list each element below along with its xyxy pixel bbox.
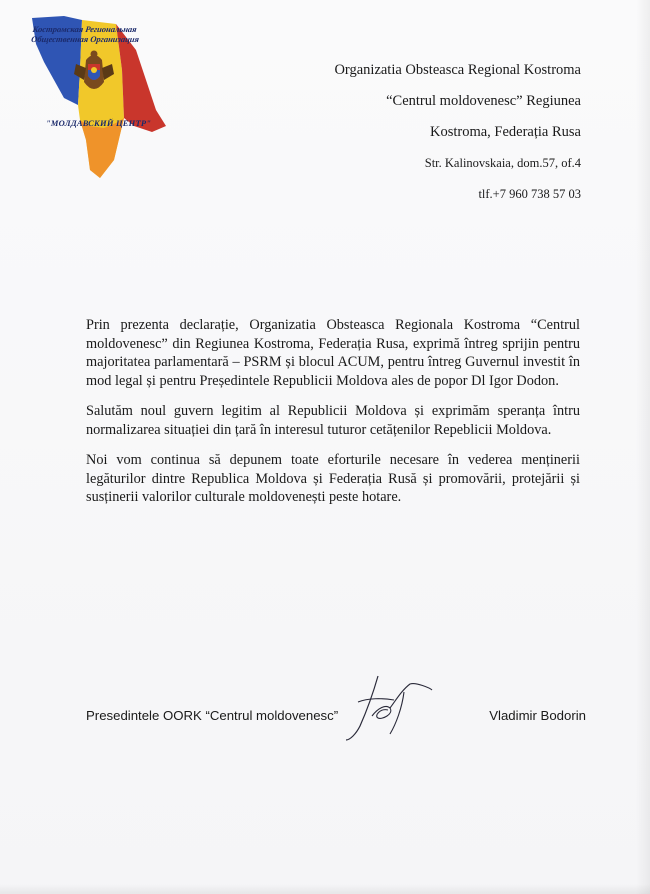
address-block xyxy=(221,55,581,210)
logo-text-line2: Общественная Организация xyxy=(30,34,140,44)
signer-name: Vladimir Bodorin xyxy=(489,708,586,723)
paragraph-1: Prin prezenta declarație, Organizatia Obsteasca Regionala Kostroma “Centrul moldovenesc” din Regiunea Kostroma, Federația Rusa, exprimă întreg sprijin pentru majoritatea parlamentară – PSRM și blocul ACUM, pentru întreg Guvernul investit în mod legal și pentru Președintele Republicii Moldova ales de popor Dl Igor Dodon. xyxy=(86,317,580,389)
signer-title: Presedintele OORK “Centrul moldovenesc” xyxy=(86,708,339,723)
paragraph-2: Salutăm noul guvern legitim al Republicii Moldova și exprimăm speranța întru normalizarea situației din țară în interesul tuturor cetățenilor Repeblicii Moldova. xyxy=(86,403,580,438)
declaration-body xyxy=(86,316,580,519)
address-line-organization: Organizatia Obsteasca Regional Kostroma xyxy=(334,62,581,78)
signature-row xyxy=(86,708,586,734)
address-line-phone: tlf.+7 960 738 57 03 xyxy=(478,187,581,201)
logo-text-center: "МОЛДАВСКИЙ ЦЕНТР" xyxy=(46,118,152,128)
page-edge-shadow xyxy=(636,0,650,894)
logo-text-top xyxy=(31,24,184,44)
address-line-center: “Centrul moldovenesc” Regiunea xyxy=(386,93,581,109)
paragraph-3: Noi vom continua să depunem toate eforturile necesare în vederea menținerii legăturilor dintre Republica Moldova și Federația Rusă și promovării, protejării și susținerii valorilor culturale moldovenești peste hotare. xyxy=(86,452,580,505)
address-line-street: Str. Kalinovskaia, dom.57, of.4 xyxy=(424,156,581,170)
logo-text-line1: Костромская Региональная xyxy=(32,24,138,34)
organization-logo xyxy=(24,10,174,190)
address-line-city: Kostroma, Federația Rusa xyxy=(429,124,581,140)
page-bottom-shadow xyxy=(0,884,650,894)
